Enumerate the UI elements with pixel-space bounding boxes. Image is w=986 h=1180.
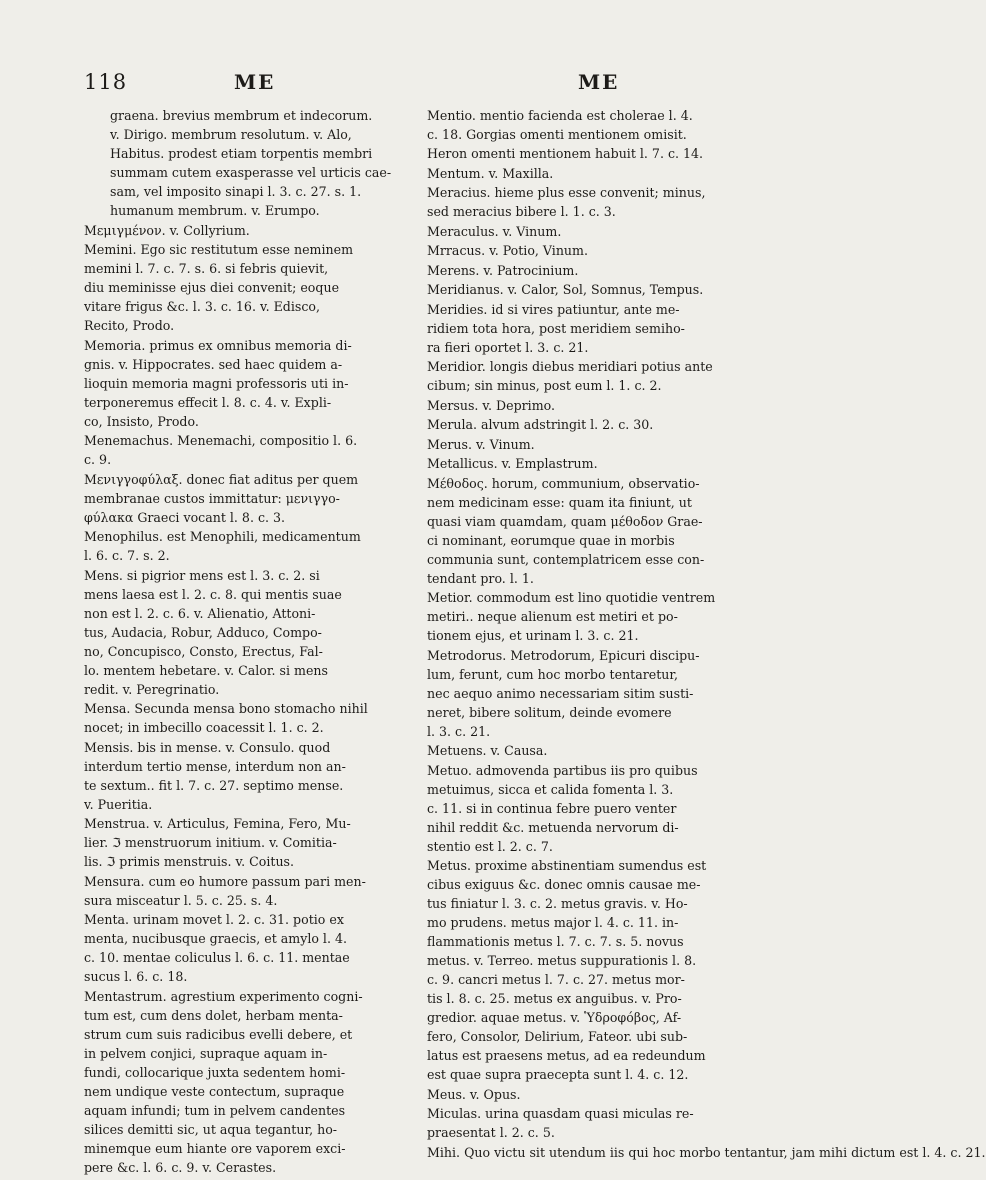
entry-line: Menstrua. v. Articulus, Femina, Fero, Mu- (84, 816, 351, 831)
dictionary-entry (427, 588, 759, 645)
entry-line: metus. v. Terreo. metus suppurationis l. 8. (427, 953, 697, 968)
dictionary-entry (427, 106, 759, 163)
entry-line: Merus. v. Vinum. (427, 436, 535, 452)
entry-line: membranae custos immittatur: μενιγγο- (84, 490, 340, 506)
dictionary-entry (427, 261, 759, 280)
entry-line: c. 18. Gorgias omenti mentionem omisit. (427, 127, 687, 142)
entry-line: vitare frigus &c. l. 3. c. 16. v. Edisco, (84, 299, 320, 314)
entry-line: c. 10. mentae coliculus l. 6. c. 11. mentae (84, 950, 350, 965)
dictionary-entry (84, 814, 408, 871)
dictionary-entry (427, 280, 759, 299)
entry-line: Metus. proxime abstinentiam sumendus est (427, 858, 707, 873)
entry-line: sucus l. 6. c. 18. (84, 969, 188, 984)
entry-line: Meraculus. v. Vinum. (427, 223, 562, 239)
entry-line: nem medicinam esse: quam ita finiunt, ut (427, 494, 692, 510)
entry-line: Memoria. primus ex omnibus memoria di- (84, 337, 352, 353)
entry-line: tionem ejus, et urinam l. 3. c. 21. (427, 628, 639, 643)
dictionary-entry (427, 1085, 759, 1104)
entry-line: Meracius. hieme plus esse convenit; minus, (427, 185, 706, 200)
entry-line: tendant pro. l. 1. (427, 570, 534, 586)
entry-line: minemque eum hiante ore vaporem exci- (84, 1140, 346, 1156)
entry-line: nihil reddit &c. metuenda nervorum di- (427, 819, 679, 835)
dictionary-entry (84, 336, 408, 431)
entry-line: lioquin memoria magni professoris uti in- (84, 375, 349, 391)
entry-line: praesentat l. 2. c. 5. (427, 1125, 555, 1140)
dictionary-entry (427, 761, 759, 856)
entry-line: Μενιγγοφύλαξ. donec fiat aditus per quem (84, 471, 359, 487)
entry-line: neret, bibere solitum, deinde evomere (427, 704, 672, 720)
entry-line: sura misceatur l. 5. c. 25. s. 4. (84, 892, 278, 908)
entry-line: Μεμιγμένον. v. Collyrium. (84, 222, 250, 238)
entry-line: Mentum. v. Maxilla. (427, 165, 554, 181)
dictionary-entry (427, 856, 759, 1084)
entry-line: stentio est l. 2. c. 7. (427, 838, 553, 854)
entry-line: metiri.. neque alienum est metiri et po- (427, 609, 678, 624)
entry-line: Merula. alvum adstringit l. 2. c. 30. (427, 417, 654, 432)
entry-line: flammationis metus l. 7. c. 7. s. 5. novus (427, 934, 684, 949)
entry-line: Meridior. longis diebus meridiari potius ante (427, 359, 713, 374)
entry-line: Recito, Prodo. (84, 318, 175, 333)
running-head-left: ME (234, 70, 276, 94)
entry-line: interdum tertio mense, interdum non an- (84, 758, 346, 774)
page-number: 118 (84, 70, 128, 94)
entry-line: fundi, collocarique juxta sedentem homi- (84, 1064, 346, 1080)
entry-line: Memini. Ego sic restitutum esse neminem (84, 242, 354, 257)
entry-line: nocet; in imbecillo coacessit l. 1. c. 2. (84, 720, 324, 735)
entry-line: pere &c. l. 6. c. 9. v. Cerastes. (84, 1159, 277, 1175)
dictionary-entry (84, 872, 408, 910)
dictionary-entry (84, 470, 408, 527)
entry-line: sam, vel imposito sinapi l. 3. c. 27. s. 1. (110, 184, 362, 199)
entry-line: non est l. 2. c. 6. v. Alienatio, Attoni- (84, 605, 316, 621)
dictionary-entry (427, 300, 759, 357)
entry-line: in pelvem conjici, supraque aquam in- (84, 1045, 328, 1061)
page-header (0, 70, 800, 104)
entry-line: lier. ℑ menstruorum initium. v. Comitia- (84, 835, 337, 850)
entry-line: fero, Consolor, Delirium, Fateor. ubi sub- (427, 1029, 688, 1044)
dictionary-entry (84, 221, 408, 240)
entry-line: c. 9. (84, 452, 112, 467)
dictionary-entry (84, 738, 408, 814)
dictionary-entry (427, 454, 759, 473)
entry-line: mo prudens. metus major l. 4. c. 11. in- (427, 915, 679, 930)
entry-line: Mersus. v. Deprimo. (427, 397, 556, 413)
entry-line: Miculas. urina quasdam quasi miculas re- (427, 1106, 694, 1121)
entry-line: Heron omenti mentionem habuit l. 7. c. 14. (427, 146, 704, 161)
entry-line: Mentastrum. agrestium experimento cogni- (84, 988, 363, 1004)
dictionary-entry (427, 1143, 986, 1162)
entry-line: gredior. aquae metus. v. Ὑδροφόβος, Af- (427, 1010, 682, 1025)
entry-line: menta, nucibusque graecis, et amylo l. 4. (84, 931, 347, 946)
entry-line: terponeremus effecit l. 8. c. 4. v. Expli- (84, 394, 332, 410)
entry-line: Mensura. cum eo humore passum pari men- (84, 873, 366, 889)
entry-line: Menophilus. est Menophili, medicamentum (84, 529, 361, 544)
entry-line: Metrodorus. Metrodorum, Epicuri discipu- (427, 647, 700, 663)
dictionary-entry (427, 741, 759, 760)
entry-line: Metuens. v. Causa. (427, 743, 548, 758)
entry-line: graena. brevius membrum et indecorum. (110, 108, 373, 123)
entry-line: silices demitti sic, ut aqua tegantur, ho- (84, 1121, 338, 1137)
entry-line: cibus exiguus &c. donec omnis causae me- (427, 877, 701, 892)
dictionary-entry (427, 415, 759, 434)
entry-line: nec aequo animo necessariam sitim susti- (427, 685, 694, 701)
entry-line: gnis. v. Hippocrates. sed haec quidem a- (84, 356, 343, 372)
entry-line: mens laesa est l. 2. c. 8. qui mentis suae (84, 586, 342, 602)
dictionary-entry (427, 241, 759, 260)
entry-line: φύλακα Graeci vocant l. 8. c. 3. (84, 509, 286, 525)
left-column (84, 106, 408, 1177)
entry-line: quasi viam quamdam, quam μέθοδον Grae- (427, 513, 703, 529)
entry-line: Metallicus. v. Emplastrum. (427, 456, 598, 471)
entry-line: metuimus, sicca et calida fomenta l. 3. (427, 781, 674, 797)
entry-line: Metuo. admovenda partibus iis pro quibus (427, 762, 698, 778)
entry-line: tum est, cum dens dolet, herbam menta- (84, 1007, 343, 1023)
entry-line: lo. mentem hebetare. v. Calor. si mens (84, 662, 328, 678)
entry-line: nem undique veste contectum, supraque (84, 1083, 345, 1099)
dictionary-entry (84, 240, 408, 335)
dictionary-entry (427, 222, 759, 241)
entry-line: Mrracus. v. Potio, Vinum. (427, 243, 588, 258)
entry-line: aquam infundi; tum in pelvem candentes (84, 1102, 346, 1118)
entry-line: l. 3. c. 21. (427, 723, 491, 739)
entry-line: Habitus. prodest etiam torpentis membri (110, 146, 373, 161)
entry-line: lis. ℑ primis menstruis. v. Coitus. (84, 854, 295, 869)
dictionary-entry (427, 396, 759, 415)
dictionary-entry (427, 474, 759, 588)
dictionary-entry (427, 164, 759, 183)
entry-line: diu meminisse ejus diei convenit; eoque (84, 280, 340, 295)
entry-line: ra fieri oportet l. 3. c. 21. (427, 339, 589, 355)
entry-line: Mihi. Quo victu sit utendum iis qui hoc morbo tentantur, jam mihi dictum est l. 4. c. 21. (427, 1144, 986, 1160)
entry-line: c. 9. cancri metus l. 7. c. 27. metus mor- (427, 972, 685, 987)
entry-line: Meridies. id si vires patiuntur, ante me- (427, 301, 680, 317)
entry-line: summam cutem exasperasse vel urticis cae- (110, 165, 392, 180)
entry-line: tis l. 8. c. 25. metus ex anguibus. v. Pro- (427, 991, 682, 1006)
entry-line: co, Insisto, Prodo. (84, 413, 199, 429)
dictionary-entry (84, 987, 408, 1177)
entry-line: no, Concupisco, Consto, Erectus, Fal- (84, 643, 323, 659)
dictionary-entry (427, 1104, 759, 1142)
entry-line: sed meracius bibere l. 1. c. 3. (427, 204, 616, 219)
entry-line: Menemachus. Menemachi, compositio l. 6. (84, 433, 358, 448)
dictionary-entry (84, 566, 408, 699)
entry-line: Metior. commodum est lino quotidie ventrem (427, 590, 716, 605)
entry-line: Mensis. bis in mense. v. Consulo. quod (84, 739, 331, 755)
running-head-right: ME (578, 70, 620, 94)
dictionary-entry (84, 910, 408, 986)
entry-line: te sextum.. fit l. 7. c. 27. septimo mense. (84, 777, 344, 793)
entry-line: tus, Audacia, Robur, Adduco, Compo- (84, 624, 322, 640)
right-column (427, 106, 986, 1162)
entry-line: Μέθοδος. horum, communium, observatio- (427, 475, 700, 491)
dictionary-entry (427, 357, 759, 395)
entry-line: est quae supra praecepta sunt l. 4. c. 12. (427, 1067, 689, 1082)
entry-line: redit. v. Peregrinatio. (84, 681, 220, 697)
entry-line: Meus. v. Opus. (427, 1086, 521, 1102)
entry-line: cibum; sin minus, post eum l. 1. c. 2. (427, 378, 662, 393)
entry-line: tus finiatur l. 3. c. 2. metus gravis. v. Ho- (427, 896, 688, 911)
entry-line: Mensa. Secunda mensa bono stomacho nihil (84, 701, 368, 716)
dictionary-entry (84, 699, 408, 737)
entry-line: l. 6. c. 7. s. 2. (84, 548, 170, 563)
dictionary-entry (427, 183, 759, 221)
entry-line: ridiem tota hora, post meridiem semiho- (427, 320, 685, 336)
entry-line: ci nominant, eorumque quae in morbis (427, 532, 675, 548)
entry-line: Merens. v. Patrocinium. (427, 262, 579, 278)
entry-line: strum cum suis radicibus evelli debere, et (84, 1026, 353, 1042)
entry-line: Mens. si pigrior mens est l. 3. c. 2. si (84, 567, 320, 583)
entry-line: communia sunt, contemplatricem esse con- (427, 551, 705, 567)
dictionary-entry (84, 527, 408, 565)
entry-line: memini l. 7. c. 7. s. 6. si febris quievit, (84, 261, 329, 276)
entry-line: v. Dirigo. membrum resolutum. v. Alo, (110, 127, 352, 142)
entry-line: humanum membrum. v. Erumpo. (110, 203, 320, 218)
entry-line: latus est praesens metus, ad ea redeundum (427, 1048, 706, 1063)
entry-line: Meridianus. v. Calor, Sol, Somnus, Tempus. (427, 282, 704, 297)
dictionary-entry (427, 646, 759, 741)
dictionary-entry (427, 435, 759, 454)
entry-line: Menta. urinam movet l. 2. c. 31. potio ex (84, 912, 344, 927)
entry-line: c. 11. si in continua febre puero venter (427, 800, 677, 816)
entry-line: v. Pueritia. (84, 796, 153, 812)
entry-line: Mentio. mentio facienda est cholerae l. 4. (427, 108, 693, 123)
dictionary-entry (84, 106, 408, 220)
entry-line: lum, ferunt, cum hoc morbo tentaretur, (427, 666, 679, 682)
dictionary-entry (84, 431, 408, 469)
